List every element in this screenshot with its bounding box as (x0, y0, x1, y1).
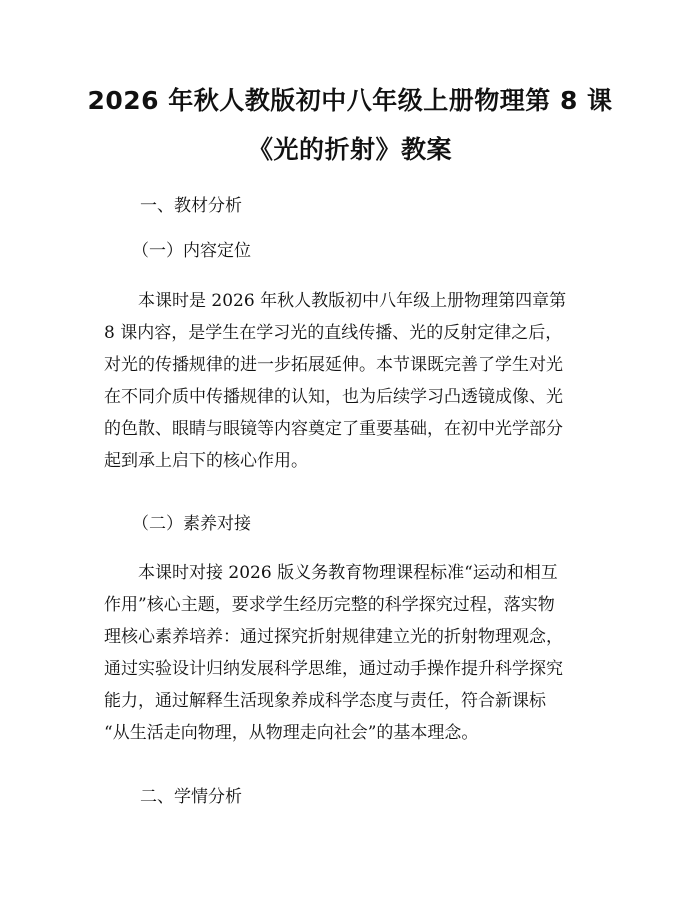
paragraph-line: 本课时对接 2026 版义务教育物理课程标准“运动和相互 (138, 563, 558, 583)
paragraph-line: 8 课内容，是学生在学习光的直线传播、光的反射定律之后， (104, 323, 563, 343)
section-heading-student-analysis: 二、学情分析 (140, 787, 242, 807)
paragraph-line: “从生活走向物理，从物理走向社会”的基本理念。 (104, 723, 479, 743)
subsection-heading-content-positioning: （一）内容定位 (132, 241, 251, 261)
subsection-heading-competency-alignment: （二）素养对接 (132, 514, 251, 534)
paragraph-line: 作用”核心主题，要求学生经历完整的科学探究过程，落实物 (104, 595, 555, 615)
paragraph-line: 理核心素养培养：通过探究折射规律建立光的折射物理观念， (104, 627, 563, 647)
paragraph-line: 对光的传播规律的进一步拓展延伸。本节课既完善了学生对光 (104, 355, 563, 375)
document-title-line-1: 2026 年秋人教版初中八年级上册物理第 8 课 (87, 86, 613, 115)
paragraph-competency-alignment (104, 557, 602, 749)
paragraph-line: 在不同介质中传播规律的认知，也为后续学习凸透镜成像、光 (104, 387, 563, 407)
paragraph-line: 能力，通过解释生活现象养成科学态度与责任，符合新课标 (104, 691, 546, 711)
paragraph-line: 起到承上启下的核心作用。 (104, 451, 308, 471)
paragraph-line: 通过实验设计归纳发展科学思维，通过动手操作提升科学探究 (104, 659, 563, 679)
document-title-line-2: 《光的折射》教案 (247, 135, 452, 164)
section-heading-teaching-material-analysis: 一、教材分析 (140, 196, 242, 216)
paragraph-content-positioning (104, 285, 602, 477)
paragraph-line: 的色散、眼睛与眼镜等内容奠定了重要基础，在初中光学部分 (104, 419, 563, 439)
paragraph-line: 本课时是 2026 年秋人教版初中八年级上册物理第四章第 (138, 291, 567, 311)
